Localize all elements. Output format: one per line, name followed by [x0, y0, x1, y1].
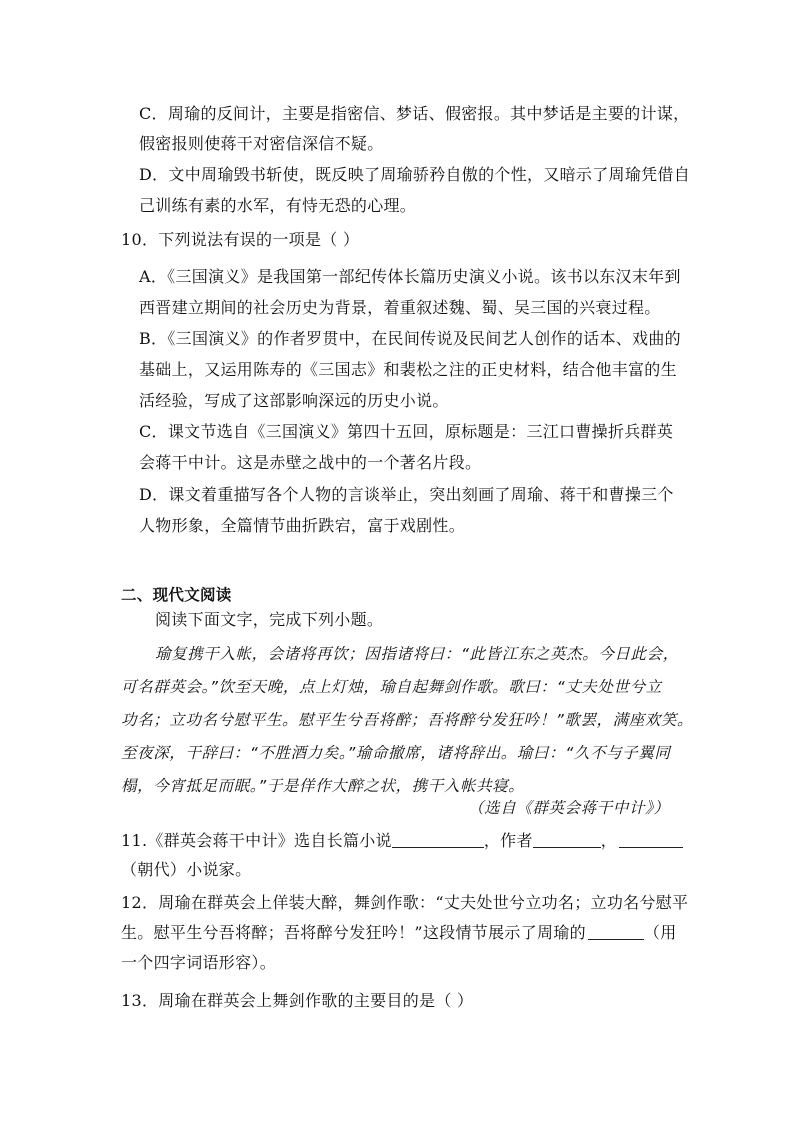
q12-line3: 一个四字词语形容）。	[121, 953, 277, 972]
passage-line-1: 瑜复携干入帐，会诸将再饮；因指诸将曰：“此皆江东之英杰。今日此会，	[155, 645, 679, 663]
q10-option-d-line2: 人物形象，全篇情节曲折跌宕，富于戏剧性。	[139, 516, 466, 535]
q11-blank-dynasty[interactable]	[619, 831, 683, 848]
q11-line1	[121, 830, 683, 852]
q11-text-part2: ，作者	[483, 831, 533, 850]
passage-line-2: 可名群英会。”饮至天晚，点上灯烛，瑜自起舞剑作歌。歌曰：“丈夫处世兮立	[121, 678, 662, 696]
q9-option-c-line1: C．周瑜的反间计，主要是指密信、梦话、假密报。其中梦话是主要的计谋，	[139, 104, 690, 123]
section-heading: 二、现代文阅读	[121, 586, 232, 604]
passage-source: （选自《群英会蒋干中计》）	[468, 799, 670, 817]
q10-option-b-line1: B．《三国演义》的作者罗贯中，在民间传说及民间艺人创作的话本、戏曲的	[139, 329, 681, 348]
q12-line2	[121, 922, 677, 944]
q9-option-d-line2: 己训练有素的水军，有恃无恐的心理。	[139, 196, 417, 215]
q11-blank-novel[interactable]	[392, 831, 484, 848]
passage-line-4: 至夜深，干辞曰：“不胜酒力矣。”瑜命撤席，诸将辞出。瑜曰：“久不与子翼同	[121, 744, 671, 762]
q10-stem: 10．下列说法有误的一项是（ ）	[121, 230, 360, 249]
passage-line-5: 榻，今宵抵足而眠。”于是佯作大醉之状，携干入帐共寝。	[121, 777, 525, 795]
q12-blank-idiom[interactable]	[588, 923, 644, 940]
passage-line-3: 功名；立功名兮慰平生。慰平生兮吾将醉；吾将醉兮发狂吟！”歌罢，满座欢笑。	[121, 711, 694, 729]
q10-option-b-line2: 基础上，又运用陈寿的《三国志》和裴松之注的正史材料，结合他丰富的生	[139, 360, 677, 379]
q11-text-part1: 11.《群英会蒋干中计》选自长篇小说	[121, 831, 392, 850]
reading-instruction: 阅读下面文字，完成下列小题。	[155, 610, 384, 629]
q12-text-part1: 生。慰平生兮吾将醉；吾将醉兮发狂吟！”这段情节展示了周瑜的	[121, 923, 586, 942]
q10-option-a-line1: A．《三国演义》是我国第一部纪传体长篇历史演义小说。该书以东汉末年到	[139, 267, 681, 286]
q9-option-c-line2: 假密报则使蒋干对密信深信不疑。	[139, 134, 384, 153]
q9-option-d-line1: D．文中周瑜毁书斩使，既反映了周瑜骄矜自傲的个性，又暗示了周瑜凭借自	[139, 165, 691, 184]
q11-text-part3: ，	[600, 831, 618, 850]
q11-line2: （朝代）小说家。	[121, 860, 252, 879]
q10-option-b-line3: 活经验，写成了这部影响深远的历史小说。	[139, 391, 449, 410]
q12-line1: 12．周瑜在群英会上佯装大醉，舞剑作歌：“丈夫处世兮立功名；立功名兮慰平	[121, 893, 689, 912]
q10-option-d-line1: D．课文着重描写各个人物的言谈举止，突出刻画了周瑜、蒋干和曹操三个	[139, 485, 674, 504]
q10-option-a-line2: 西晋建立期间的社会历史为背景，着重叙述魏、蜀、吴三国的兴衰过程。	[139, 298, 661, 317]
q10-option-c-line1: C．课文节选自《三国演义》第四十五回，原标题是：三江口曹操折兵群英	[139, 422, 674, 441]
q11-blank-author[interactable]	[533, 831, 601, 848]
q13-stem: 13．周瑜在群英会上舞剑作歌的主要目的是（ ）	[121, 991, 474, 1010]
q12-text-part2: （用	[643, 923, 677, 942]
q10-option-c-line2: 会蒋干中计。这是赤壁之战中的一个著名片段。	[139, 453, 482, 472]
